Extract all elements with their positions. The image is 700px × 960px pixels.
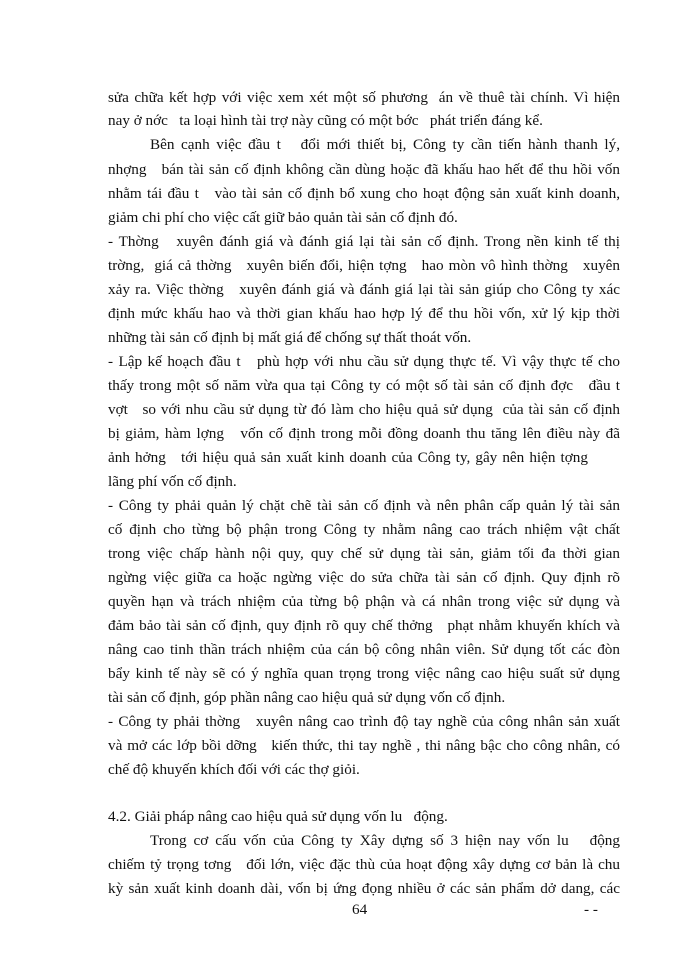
text-line: bị giảm, hàm lợng vốn cố định trong mỗi đồng doanh thu tăng lên điều này đã bbox=[108, 425, 620, 442]
text-line: - Thờng xuyên đánh giá và đánh giá lại tài sản cố định. Trong nền kinh tế thị bbox=[108, 233, 620, 250]
text-line: - Lập kế hoạch đầu t phù hợp với nhu cầu sử dụng thực tế. Vì vậy thực tế cho bbox=[108, 353, 620, 370]
text-line: trong việc chấp hành nội quy, quy chế sử dụng tài sản, giảm tối đa thời gian bbox=[108, 545, 620, 562]
text-line: sửa chữa kết hợp với việc xem xét một số phương án về thuê tài chính. Vì hiện bbox=[108, 89, 620, 106]
text-line: vợt so với nhu cầu sử dụng từ đó làm cho hiệu quả sử dụng của tài sản cố định bbox=[108, 401, 620, 418]
text-line: kỳ sản xuất kinh doanh dài, vốn bị ứng đọng nhiều ở các sản phẩm dở dang, các bbox=[108, 880, 620, 897]
text-line: cố định cho từng bộ phận trong Công ty nhằm nâng cao trách nhiệm vật chất bbox=[108, 521, 620, 538]
text-line: đảm bảo tài sản cố định, quy định rõ quy chế thởng phạt nhằm khuyến khích và bbox=[108, 617, 620, 634]
text-line: nhằm tái đầu t vào tài sản cố định bổ xung cho hoạt động sản xuất kinh doanh, bbox=[108, 185, 620, 202]
text-line: và mở các lớp bồi dỡng kiến thức, thi tay nghề , thi nâng bậc cho công nhân, có bbox=[108, 737, 620, 754]
footer-mark: - - bbox=[584, 901, 598, 918]
text-line: chiếm tỷ trọng tơng đối lớn, việc đặc thù của hoạt động xây dựng cơ bản là chu bbox=[108, 856, 620, 873]
text-line: những tài sản cố định bị mất giá để chống sự thất thoát vốn. bbox=[108, 329, 472, 346]
text-line: xảy ra. Việc thờng xuyên đánh giá và đánh giá lại tài sản giúp cho Công ty xác bbox=[108, 281, 620, 298]
text-line: tài sản cố định, góp phần nâng cao hiệu quả sử dụng vốn cố định. bbox=[108, 689, 506, 706]
text-line: định mức khấu hao và thời gian khấu hao hợp lý để thu hồi vốn, xử lý kịp thời bbox=[108, 305, 620, 322]
text-line: thấy trong một số năm vừa qua tại Công ty có một số tài sản cố định đợc đầu t bbox=[108, 377, 620, 394]
text-line: giảm chi phí cho việc cất giữ bảo quản tài sản cố định đó. bbox=[108, 209, 458, 226]
section-heading: 4.2. Giải pháp nâng cao hiệu quả sử dụng vốn lu động. bbox=[108, 808, 448, 825]
text-line: ngừng việc giữa ca hoặc ngừng việc do sửa chữa tài sản cố định. Quy định rõ bbox=[108, 569, 620, 586]
text-line: chế độ khuyến khích đối với các thợ giỏi. bbox=[108, 761, 360, 778]
text-line: Trong cơ cấu vốn của Công ty Xây dựng số 3 hiện nay vốn lu động bbox=[150, 832, 620, 849]
text-line: nay ở nớc ta loại hình tài trợ này cũng có một bớc phát triển đáng kể. bbox=[108, 112, 543, 129]
text-line: nhợng bán tài sản cố định không cần dùng hoặc đã khấu hao hết để thu hồi vốn bbox=[108, 161, 620, 178]
text-line: trờng, giá cả thờng xuyên biến đổi, hiện tợng hao mòn vô hình thờng xuyên bbox=[108, 257, 620, 274]
text-line: bẩy kinh tế này sẽ có ý nghĩa quan trọng trong việc nâng cao hiệu suất sử dụng bbox=[108, 665, 620, 682]
text-line: - Công ty phải quản lý chặt chẽ tài sản cố định và nên phân cấp quản lý tài sản bbox=[108, 497, 620, 514]
text-line: lãng phí vốn cố định. bbox=[108, 473, 237, 490]
text-line: nâng cao tinh thần trách nhiệm của cán bộ công nhân viên. Sử dụng tốt các đòn bbox=[108, 641, 620, 658]
text-line: - Công ty phải thờng xuyên nâng cao trình độ tay nghề của công nhân sản xuất bbox=[108, 713, 620, 730]
text-line: quyền hạn và trách nhiệm của từng bộ phận và cá nhân trong việc sử dụng và bbox=[108, 593, 620, 610]
text-line: ảnh hởng tới hiệu quả sản xuất kinh doanh của Công ty, gây nên hiện tợng bbox=[108, 449, 588, 466]
text-line: Bên cạnh việc đầu t đổi mới thiết bị, Công ty cần tiến hành thanh lý, bbox=[150, 136, 620, 153]
page-number: 64 bbox=[352, 901, 368, 918]
